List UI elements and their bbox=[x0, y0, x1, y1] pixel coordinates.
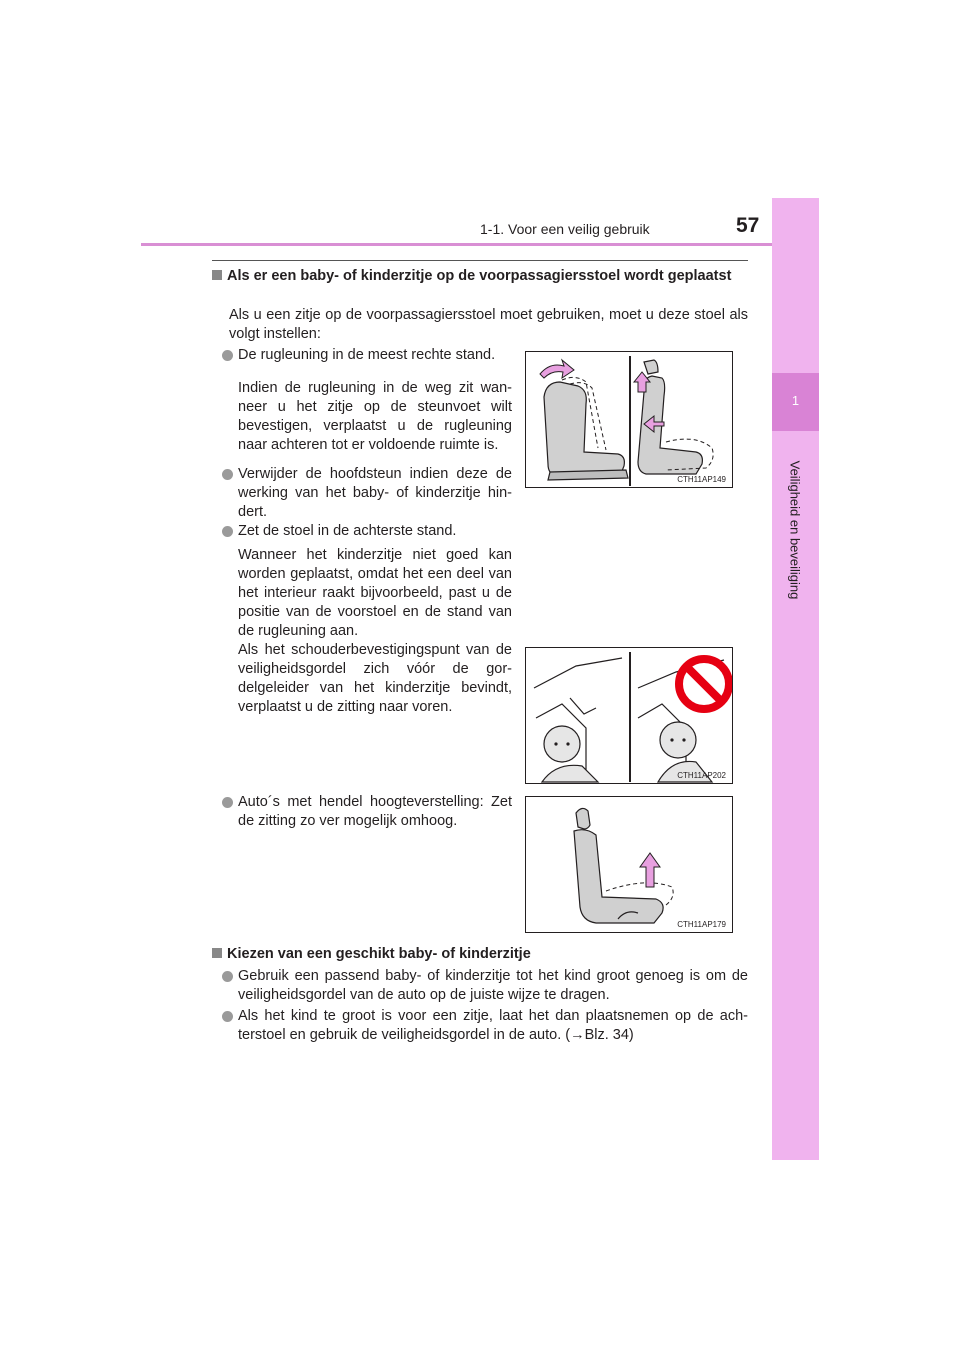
header-rule bbox=[141, 243, 819, 246]
content-rule bbox=[212, 260, 748, 261]
bullet-rearmost: Zet de stoel in de achterste stand. bbox=[238, 522, 512, 541]
bullet-suitable-seat: Gebruik een passend baby- of kinderzitje tot het kind groot genoeg is om de veiligheidsgordel van de auto op de juiste wijze te dragen. bbox=[238, 967, 748, 1005]
chapter-number: 1 bbox=[791, 393, 800, 408]
page-number: 57 bbox=[736, 214, 760, 237]
up-arrow-icon bbox=[640, 853, 660, 887]
bullet-backrest-detail: Indien de rugleuning in de weg zit wan-neer u het zitje op de steunvoet wilt bevestigen, verplaatst u de rugleuning naar achteren tot er voldoende ruimte is. bbox=[238, 380, 512, 453]
chapter-label: Veiligheid en beveiliging bbox=[787, 460, 803, 600]
seat-height-illustration bbox=[526, 797, 733, 933]
rotate-arrow-icon bbox=[540, 360, 574, 378]
section1-intro: Als u een zitje op de voorpassagiersstoel moet gebruiken, moet u deze stoel als volgt instellen: bbox=[229, 307, 748, 342]
figure-child-seat-belt bbox=[525, 647, 733, 784]
figure-code: CTH11AP149 bbox=[677, 475, 726, 484]
figure-seat-height bbox=[525, 796, 733, 933]
section1-heading: Als er een baby- of kinderzitje op de voorpassagiersstoel wordt geplaatst bbox=[212, 267, 748, 286]
bullet-rearmost-detail: Wanneer het kinderzitje niet goed kan worden geplaatst, omdat het een deel van het interieur raakt bijvoorbeeld, past u de positie van de voorstoel en de stand van de rugleuning aan. bbox=[238, 547, 512, 639]
figure-code: CTH11AP202 bbox=[677, 771, 726, 780]
child-seat-belt-illustration bbox=[526, 648, 733, 784]
bullet-too-big: Als het kind te groot is voor een zitje, laat het dan plaatsnemen op de ach-terstoel en gebruik de veiligheidsgordel in de auto. (→Blz. 34) bbox=[238, 1007, 748, 1045]
chapter-tab bbox=[772, 198, 819, 1160]
section2-heading: Kiezen van een geschikt baby- of kinderzitje bbox=[212, 945, 748, 964]
figure-code: CTH11AP179 bbox=[677, 920, 726, 929]
square-bullet-icon bbox=[212, 948, 222, 958]
bullet-dot-icon bbox=[222, 1011, 233, 1022]
bullet-belt-detail: Als het schouderbevestigingspunt van de veiligheidsgordel zich vóór de gor-delgeleider van het kinderzitje bevindt, verplaatst u de zitting naar voren. bbox=[238, 642, 512, 715]
bullet-height: Auto´s met hendel hoogteverstelling: Zet de zitting zo ver mogelijk omhoog. bbox=[238, 793, 512, 831]
section-title: 1-1. Voor een veilig gebruik bbox=[480, 221, 650, 237]
seat-backrest-illustration bbox=[526, 352, 733, 488]
bullet-dot-icon bbox=[222, 797, 233, 808]
bullet-headrest: Verwijder de hoofdsteun indien deze de werking van het baby- of kinderzitje hin-dert. bbox=[238, 465, 512, 522]
bullet-dot-icon bbox=[222, 469, 233, 480]
bullet-backrest: De rugleuning in de meest rechte stand. bbox=[238, 346, 512, 365]
bullet-dot-icon bbox=[222, 526, 233, 537]
square-bullet-icon bbox=[212, 270, 222, 280]
bullet-dot-icon bbox=[222, 971, 233, 982]
figure-seat-backrest bbox=[525, 351, 733, 488]
bullet-dot-icon bbox=[222, 350, 233, 361]
